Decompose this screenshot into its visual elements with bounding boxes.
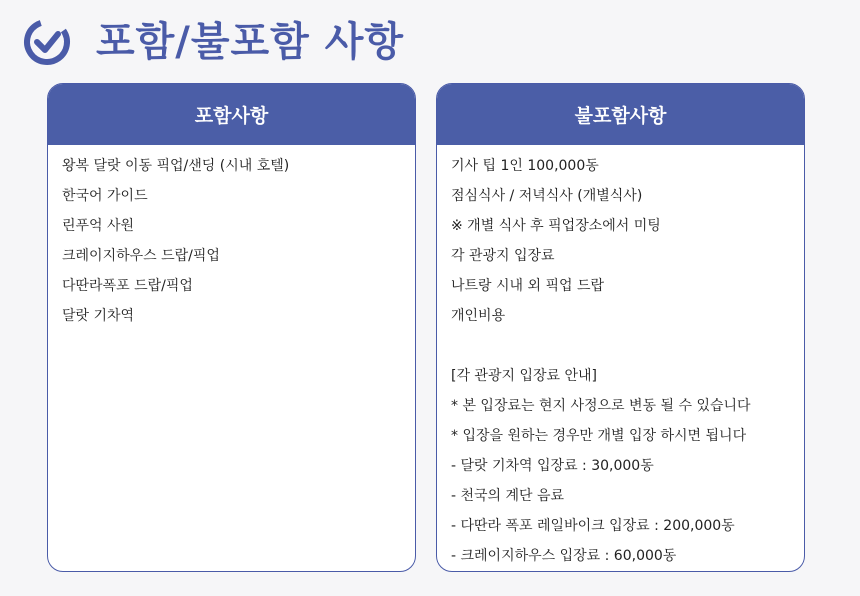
excluded-item: - 달랏 기차역 입장료 : 30,000동: [451, 458, 654, 474]
excluded-item: * 입장을 원하는 경우만 개별 입장 하시면 됩니다: [451, 428, 747, 444]
included-item: 크레이지하우스 드랍/픽업: [62, 248, 220, 264]
check-circle-icon: [22, 17, 72, 67]
excluded-item: - 크레이지하우스 입장료 : 60,000동: [451, 548, 677, 564]
included-header: 포함사항: [48, 84, 415, 145]
excluded-list: [437, 145, 804, 571]
excluded-item: 점심식사 / 저녁식사 (개별식사): [451, 188, 643, 204]
excluded-item: ※ 개별 식사 후 픽업장소에서 미팅: [451, 218, 661, 234]
included-item: 다딴라폭포 드랍/픽업: [62, 278, 193, 294]
excluded-item: [451, 331, 804, 361]
excluded-item: * 본 입장료는 현지 사정으로 변동 될 수 있습니다: [451, 398, 751, 414]
excluded-item: 각 관광지 입장료: [451, 248, 555, 264]
included-item: 왕복 달랏 이동 픽업/샌딩 (시내 호텔): [62, 158, 290, 174]
excluded-card: [436, 83, 805, 572]
excluded-item: - 천국의 계단 음료: [451, 488, 565, 504]
excluded-item: - 다딴라 폭포 레일바이크 입장료 : 200,000동: [451, 518, 735, 534]
included-item: 달랏 기차역: [62, 308, 135, 324]
page-title: 포함/불포함 사항: [96, 19, 405, 65]
included-item: 린푸억 사원: [62, 218, 135, 234]
excluded-header: 불포함사항: [437, 84, 804, 145]
excluded-item: 기사 팁 1인 100,000동: [451, 158, 599, 174]
included-card: [47, 83, 416, 572]
included-item: 한국어 가이드: [62, 188, 148, 204]
excluded-item: [각 관광지 입장료 안내]: [451, 368, 597, 384]
excluded-item: 나트랑 시내 외 픽업 드랍: [451, 278, 605, 294]
title-row: [22, 14, 404, 70]
excluded-item: 개인비용: [451, 308, 506, 324]
included-list: [48, 145, 415, 331]
